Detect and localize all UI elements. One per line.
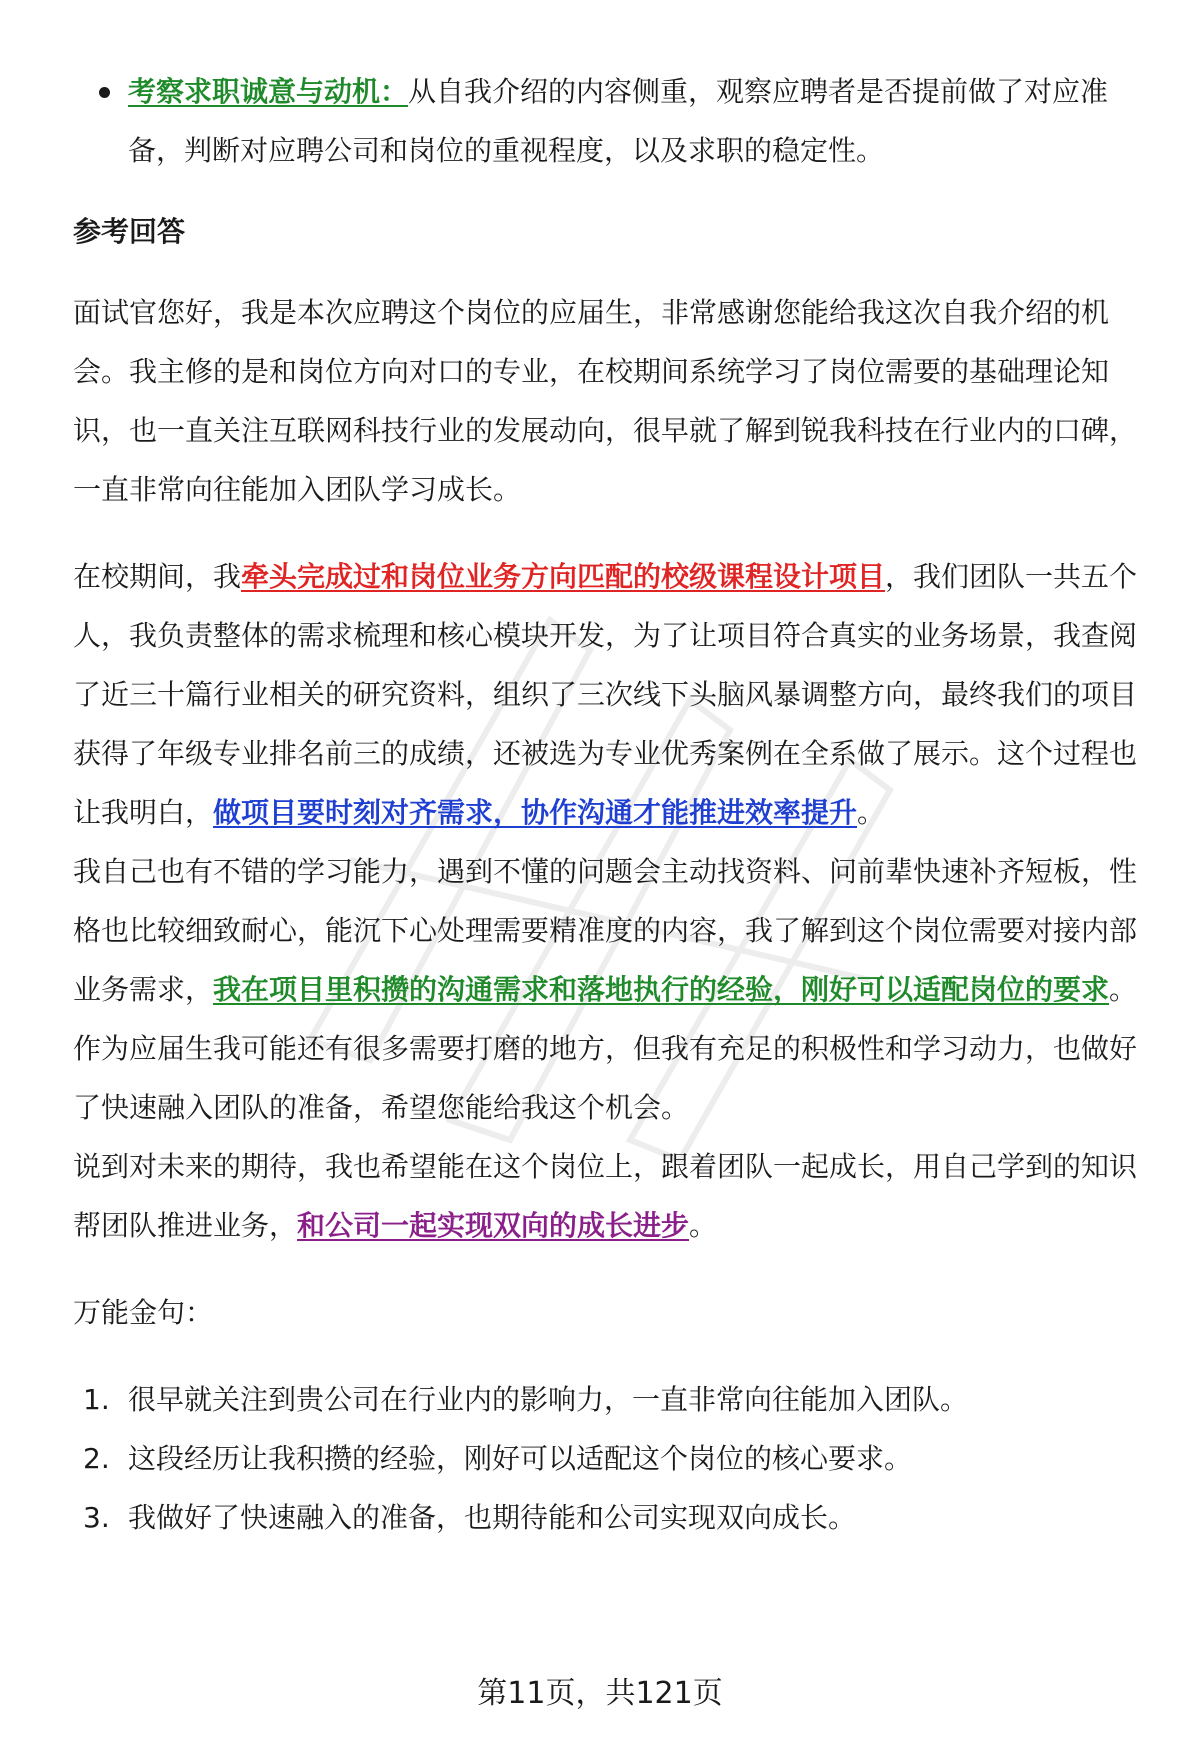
- page-number-footer: 第11页，共121页: [477, 1676, 723, 1711]
- p2-text-a: 在校期间，我: [73, 560, 242, 593]
- paragraph-future: [73, 1137, 1153, 1255]
- list-item-text: 很早就关注到贵公司在行业内的影响力，一直非常向往能加入团队。: [128, 1383, 969, 1416]
- reference-answer-heading: 参考回答: [73, 215, 186, 248]
- list-item-text: 这段经历让我积攒的经验，刚好可以适配这个岗位的核心要求。: [128, 1442, 913, 1475]
- list-item-number: 3.: [83, 1501, 110, 1534]
- bullet-text: 从自我介绍的内容侧重，观察应聘者是否提前做了对应准备，判断对应聘公司和岗位的重视程度，以及求职的稳定性。: [128, 75, 1109, 167]
- list-item: [73, 1429, 1153, 1488]
- document-page: [73, 62, 1153, 1547]
- p2-text-c: 。: [857, 796, 886, 829]
- bullet-dot-icon: [99, 87, 110, 98]
- list-item: [73, 1488, 1153, 1547]
- p3-text-b: 。作为应届生我可能还有很多需要打磨的地方，但我有充足的积极性和学习动力，也做好了快速融入团队的准备，希望您能给我这个机会。: [73, 973, 1138, 1124]
- list-item-number: 2.: [83, 1442, 110, 1475]
- p2-text-b: ，我们团队一共五个人，我负责整体的需求梳理和核心模块开发，为了让项目符合真实的业务场景，我查阅了近三十篇行业相关的研究资料，组织了三次线下头脑风暴调整方向，最终我们的项目获得了年级专业排名前三的成绩，还被选为专业优秀案例在全系做了展示。这个过程也让我明白，: [73, 560, 1138, 829]
- bullet-item-motivation: [73, 62, 1153, 180]
- golden-sentences-title: 万能金句：: [73, 1296, 214, 1329]
- bullet-label: 考察求职诚意与动机：: [128, 75, 409, 108]
- paragraph-intro: 面试官您好，我是本次应聘这个岗位的应届生，非常感谢您能给我这次自我介绍的机会。我主修的是和岗位方向对口的专业，在校期间系统学习了岗位需要的基础理论知识，也一直关注互联网科技行业的发展动向，很早就了解到锐我科技在行业内的口碑，一直非常向往能加入团队学习成长。: [73, 296, 1138, 506]
- paragraph-abilities: [73, 842, 1153, 1137]
- p3-text-a: 我自己也有不错的学习能力，遇到不懂的问题会主动找资料、问前辈快速补齐短板，性格也比较细致耐心，能沉下心处理需要精准度的内容，我了解到这个岗位需要对接内部业务需求，: [73, 855, 1138, 1006]
- p4-text-b: 。: [689, 1209, 718, 1242]
- golden-sentences-list: [73, 1370, 1153, 1547]
- list-item-number: 1.: [83, 1383, 110, 1416]
- list-item: [73, 1370, 1153, 1429]
- p3-highlight-green: 我在项目里积攒的沟通需求和落地执行的经验，刚好可以适配岗位的要求: [213, 973, 1110, 1006]
- p4-highlight-purple: 和公司一起实现双向的成长进步: [297, 1209, 690, 1242]
- p2-highlight-blue: 做项目要时刻对齐需求，协作沟通才能推进效率提升: [213, 796, 858, 829]
- list-item-text: 我做好了快速融入的准备，也期待能和公司实现双向成长。: [128, 1501, 857, 1534]
- p2-highlight-red: 牵头完成过和岗位业务方向匹配的校级课程设计项目: [241, 560, 886, 593]
- p4-text-a: 说到对未来的期待，我也希望能在这个岗位上，跟着团队一起成长，用自己学到的知识帮团队推进业务，: [73, 1150, 1138, 1242]
- paragraph-project: [73, 547, 1153, 842]
